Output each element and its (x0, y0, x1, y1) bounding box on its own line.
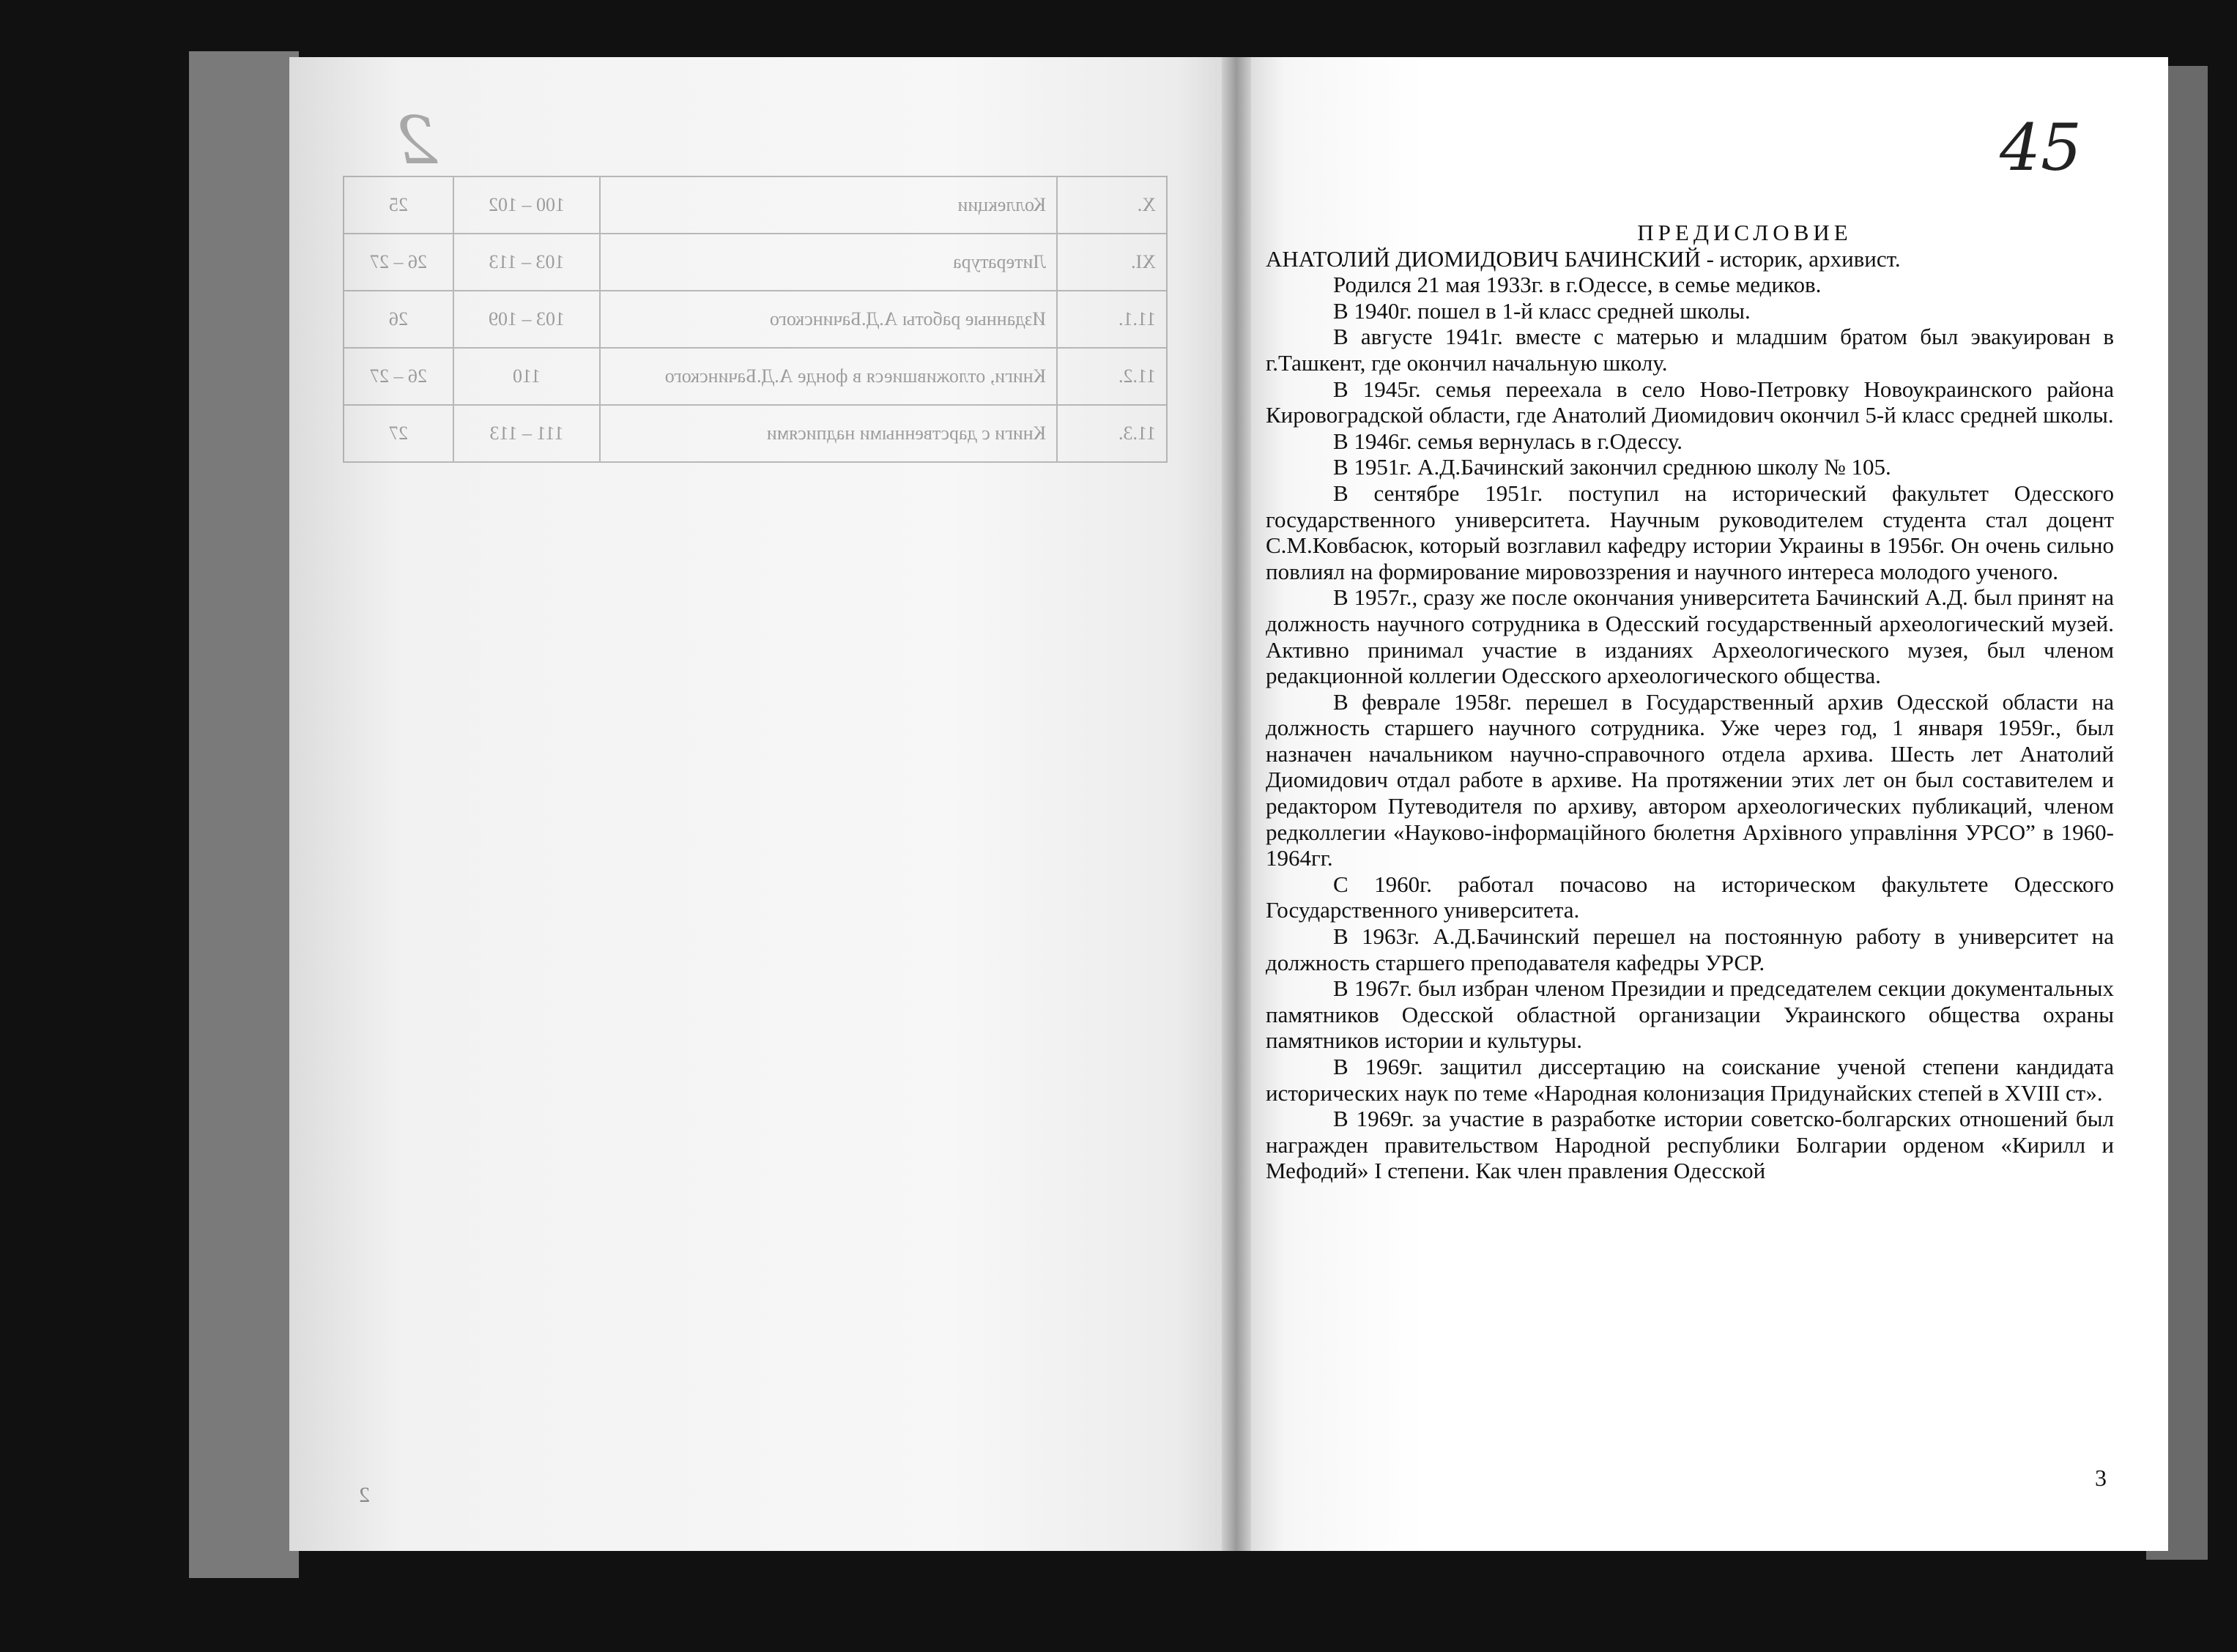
right-page-number: 3 (2095, 1465, 2107, 1491)
table-cell-num: 11.3. (1057, 405, 1167, 462)
table-cell-num: X. (1057, 176, 1167, 234)
table-row (344, 234, 1167, 291)
table-cell-items: 26 (344, 291, 453, 348)
table-cell-pages: 103 – 109 (453, 291, 600, 348)
table-cell-items: 26 – 27 (344, 348, 453, 405)
table-row (344, 176, 1167, 234)
preface-paragraph: АНАТОЛИЙ ДИОМИДОВИЧ БАЧИНСКИЙ - историк, архивист. (1266, 245, 1901, 272)
preface-paragraph: В 1945г. семья переехала в село Ново-Петровку Новоукраинского района Кировоградской области, где Анатолий Диомидович окончил 5-й класс средней школы. (1266, 376, 2114, 428)
table-cell-pages: 103 – 113 (453, 234, 600, 291)
table-cell-pages: 111 – 113 (453, 405, 600, 462)
preface-paragraph: В 1969г. за участие в разработке истории советско-болгарских отношений был награжден правительством Народной республики Болгарии орденом «Кирилл и Мефодий» I степени. Как член правления Одесской (1266, 1106, 2114, 1184)
table-row (344, 348, 1167, 405)
contents-table (343, 176, 1168, 463)
table-cell-title: Изданные работы А.Д.Бачинского (600, 291, 1057, 348)
table-cell-num: XI. (1057, 234, 1167, 291)
table-cell-num: 11.2. (1057, 348, 1167, 405)
preface-paragraph: В сентябре 1951г. поступил на исторический факультет Одесского государственного университета. Научным руководителем студента стал доцент С.М.Ковбасюк, который возглавил кафедру истории Украины в 1956г. Он очень сильно повлиял на формирование мировоззрения и научного интереса молодого ученого. (1266, 480, 2114, 584)
preface-paragraph: В 1940г. пошел в 1-й класс средней школы. (1333, 297, 1751, 324)
preface-paragraph: В августе 1941г. вместе с матерью и младшим братом был эвакуирован в г.Ташкент, где окончил начальную школу. (1266, 324, 2114, 376)
table-cell-title: Коллекции (600, 176, 1057, 234)
table-cell-items: 27 (344, 405, 453, 462)
table-cell-pages: 110 (453, 348, 600, 405)
book-gutter (1222, 57, 1251, 1551)
preface-paragraph: В 1967г. был избран членом Президии и председателем секции документальных памятников Одесской областной организации Украинского общества охраны памятников истории и культуры. (1266, 975, 2114, 1054)
book-cover-left (189, 51, 299, 1578)
page-title: ПРЕДИСЛОВИЕ (1637, 220, 1852, 245)
preface-paragraph: С 1960г. работал почасово на историческом факультете Одесского Государственного университета. (1266, 871, 2114, 923)
table-cell-items: 26 – 27 (344, 234, 453, 291)
table-row (344, 405, 1167, 462)
left-page-handwritten-folio: 2 (396, 103, 438, 179)
left-page-show-through-table (343, 176, 1168, 476)
preface-paragraph: Родился 21 мая 1933г. в г.Одессе, в семье медиков. (1333, 272, 1822, 298)
preface-paragraph: В феврале 1958г. перешел в Государственный архив Одесской области на должность старшего научного сотрудника. Уже через год, 1 января 1959г., был назначен начальником научно-справочного отдела архива. Шесть лет Анатолий Диомидович отдал работе в архиве. На протяжении этих лет он был составителем и редактором Путеводителя по архиву, автором археологических публикаций, членом редколлегии «Науково-інформаційного бюлетня Архівного управління УРСО” в 1960-1964гг. (1266, 688, 2114, 871)
table-cell-title: Книги с дарственными надписями (600, 405, 1057, 462)
table-cell-num: 11.1. (1057, 291, 1167, 348)
preface-paragraph: В 1969г. защитил диссертацию на соискание ученой степени кандидата исторических наук по теме «Народная колонизация Придунайских степей в XVIII ст». (1266, 1054, 2114, 1106)
table-cell-items: 25 (344, 176, 453, 234)
table-cell-title: Книги, отложившиеся в фонде А.Д.Бачинского (600, 348, 1057, 405)
preface-paragraph: В 1951г. А.Д.Бачинский закончил среднюю школу № 105. (1333, 454, 1891, 480)
table-cell-title: Литература (600, 234, 1057, 291)
left-page-number: 2 (359, 1483, 370, 1507)
table-cell-pages: 100 – 102 (453, 176, 600, 234)
preface-paragraph: В 1963г. А.Д.Бачинский перешел на постоянную работу в университет на должность старшего преподавателя кафедры УРСР. (1266, 923, 2114, 975)
preface-paragraph: В 1946г. семья вернулась в г.Одессу. (1333, 428, 1683, 454)
preface-text (1266, 220, 2114, 1184)
table-row (344, 291, 1167, 348)
preface-paragraph: В 1957г., сразу же после окончания университета Бачинский А.Д. был принят на должность научного сотрудника в Одесский государственный археологический музей. Активно принимал участие в изданиях Археологического музея, был членом редакционной коллегии Одесского археологического общества. (1266, 584, 2114, 689)
right-page-handwritten-folio: 45 (2000, 110, 2082, 185)
